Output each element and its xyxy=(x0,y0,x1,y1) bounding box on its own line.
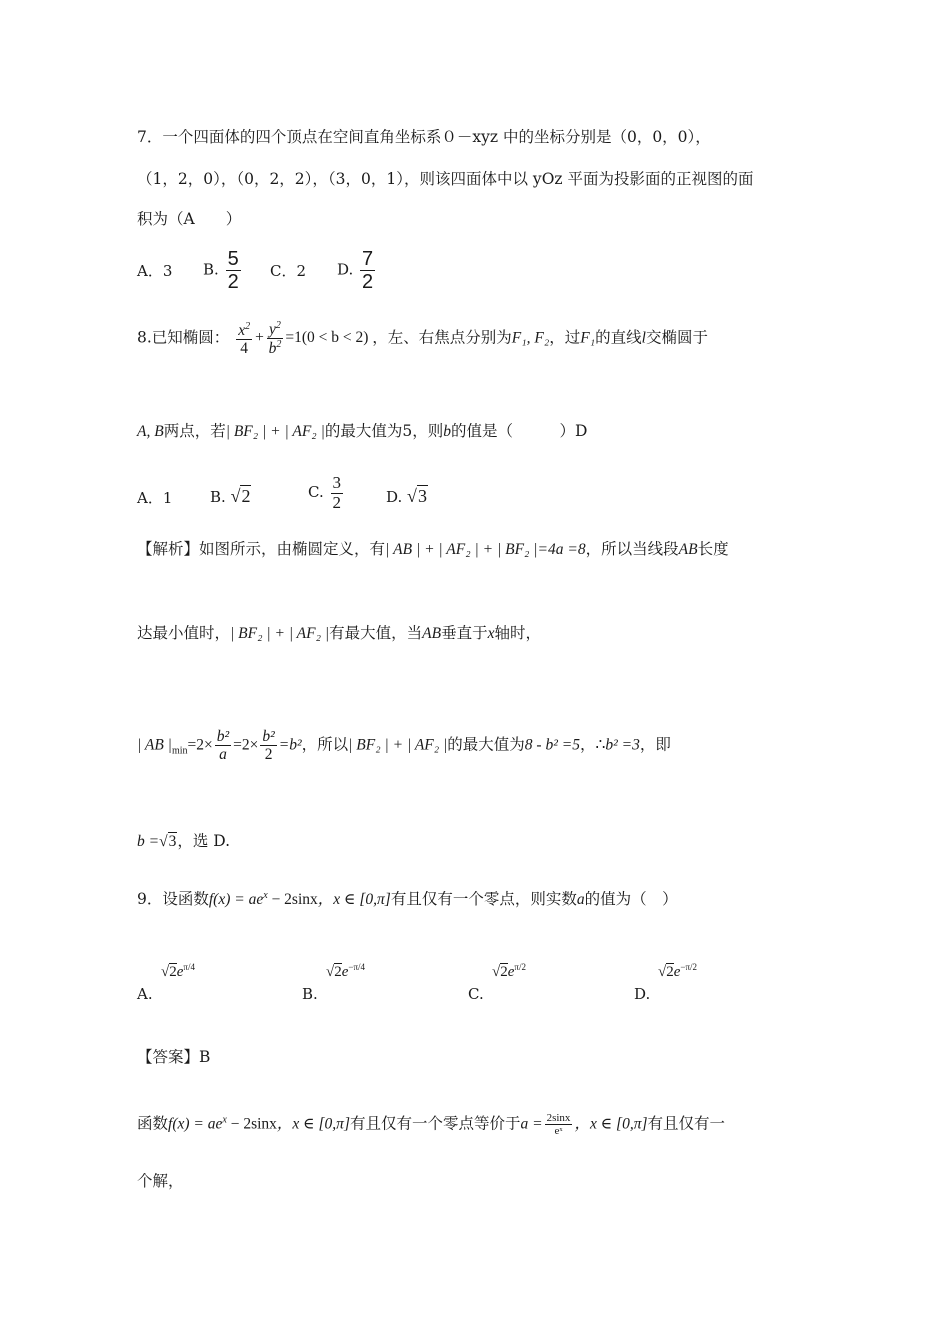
q9-a: a xyxy=(576,891,585,909)
sol8-head: 【解析】如图所示，由椭圆定义，有 xyxy=(137,540,386,558)
sol8-eqB: =2× xyxy=(233,736,259,754)
q8-points-ab: A, B xyxy=(137,423,164,440)
ans9-fraction: $\frac{2\sin x}{\text{eˣ}}$ xyxy=(546,1112,571,1138)
q9-option-c-expr: $√2e^{\pi/2}$ xyxy=(492,962,526,980)
sol8-t3: 达最小值时， xyxy=(137,624,231,642)
sol8-expr2: | BF₂ | + | AF₂ | xyxy=(348,736,448,754)
sol8-line3 xyxy=(137,728,671,763)
sol8-bval: b = xyxy=(137,833,160,850)
ans9-line1 xyxy=(137,1112,725,1137)
q8-b: b xyxy=(443,423,451,440)
sol8-eqD: 8 - b² =5 xyxy=(524,736,580,754)
q7-option-d-label: D. xyxy=(337,260,354,279)
sol8-t11: ，选 D. xyxy=(177,832,231,850)
sol8-line2 xyxy=(137,624,541,644)
ans9-t3: 有且仅有一 xyxy=(647,1114,726,1133)
ans9-domain2: ，x ∈ [0,π] xyxy=(574,1115,648,1133)
q7-option-b xyxy=(203,248,243,293)
q7-option-d-den: 2 xyxy=(362,271,374,293)
sol8-expr: | BF₂ | + | AF₂ | xyxy=(230,625,330,642)
q8-x2-over-4: $\frac{x^2}{4}$ xyxy=(238,320,251,357)
q7-option-b-num: 5 xyxy=(227,248,239,270)
sol8-ab: AB xyxy=(678,541,698,558)
sol8-ab2: AB xyxy=(422,625,442,642)
q7-line1: 7．一个四面体的四个顶点在空间直角坐标系０－xyz 中的坐标分别是（0，0，0）， xyxy=(137,128,711,146)
q9-option-d: D. xyxy=(634,985,651,1003)
q8-option-b xyxy=(210,486,251,507)
q8-text3: 的直线 xyxy=(595,328,642,347)
sol8-eqC: =b² xyxy=(278,736,302,754)
sol8-t8: 的最大值为 xyxy=(447,735,525,754)
q7-line3: 积为（A ） xyxy=(137,210,242,228)
q8-line-l: l xyxy=(641,329,646,347)
sol8-sqrt3: √3 xyxy=(159,833,177,850)
q9-head: 9．设函数 xyxy=(137,890,209,909)
q7-option-d-fraction xyxy=(360,248,375,293)
sol8-t7: ，所以 xyxy=(301,735,349,754)
q8-intro: 8.已知椭圆： xyxy=(137,328,230,347)
ans9-t1: 函数 xyxy=(137,1114,169,1133)
q8-eq-rest: =1(0 < b < 2) xyxy=(285,329,369,347)
q7-option-b-label: B. xyxy=(203,260,219,279)
q9-option-b: B. xyxy=(302,985,318,1003)
sol8-eqE: b² =3 xyxy=(605,736,640,754)
sol8-t2: 长度 xyxy=(697,540,729,558)
q9-func: f(x) = ae xyxy=(208,891,264,909)
q8-text5: 两点，若 xyxy=(163,422,226,440)
q8-text4: 交椭圆于 xyxy=(645,328,708,347)
q8-text6: 的最大值为5，则 xyxy=(324,422,444,440)
sol8-eqA: =2× xyxy=(187,736,213,754)
q8-foci: F₁, F₂ xyxy=(511,329,550,347)
q8-option-c-fraction: $\frac{3}{2}$ xyxy=(332,473,341,512)
ans9-a-eq: a = xyxy=(520,1115,543,1133)
ans9-domain: ，x ∈ [0,π] xyxy=(276,1115,350,1133)
q9-line1 xyxy=(137,890,678,910)
ans9-head: 【答案】B xyxy=(137,1048,211,1066)
sol8-t5: 垂直于 xyxy=(441,624,488,642)
sol8-t6: 轴时， xyxy=(494,624,542,642)
q8-line1 xyxy=(137,320,708,357)
q9-t1: 有且仅有一个零点，则实数 xyxy=(390,890,577,909)
sol8-t4: 有最大值，当 xyxy=(329,624,423,642)
q7-option-b-fraction xyxy=(226,248,241,293)
q9-option-d-expr: $√2e^{-\pi/2}$ xyxy=(658,962,698,980)
q8-option-a: A．1 xyxy=(137,489,173,507)
q8-option-b-label: B. xyxy=(210,488,226,506)
q8-f1: F₁ xyxy=(580,329,596,347)
q8-option-b-sqrt: √2 xyxy=(230,486,251,506)
q7-option-d xyxy=(337,248,377,293)
q7-option-b-den: 2 xyxy=(227,271,239,293)
sol8-frac-b2-2: $\frac{\text{b²}}{2}$ xyxy=(262,728,275,764)
sol8-frac-b2-a: $\frac{\text{b²}}{a}$ xyxy=(216,728,230,764)
q8-y2-over-b2: $\frac{y^2}{b^2}$ xyxy=(268,320,282,358)
q9-option-a-expr: $√2e^{\pi/4}$ xyxy=(161,962,195,980)
q9-func2: − 2sinx xyxy=(267,891,318,909)
q8-option-d xyxy=(386,486,428,507)
q8-text7: 的值是（ ）D xyxy=(450,422,588,440)
sol8-t1: ，所以当线段 xyxy=(585,540,679,558)
q8-option-c-label: C. xyxy=(308,483,324,502)
ans9-func2: − 2sinx xyxy=(226,1115,277,1133)
q8-text2: ，过 xyxy=(549,328,581,347)
sol8-line1 xyxy=(137,540,729,560)
q9-t2: 的值为（ ） xyxy=(584,890,678,909)
sol8-therefore: ∴ xyxy=(595,736,606,754)
sol8-t10: ，即 xyxy=(639,735,671,754)
ans9-func: f(x) = ae xyxy=(168,1115,223,1133)
q7-option-c: C．2 xyxy=(270,262,307,280)
q8-expr: | BF₂ | + | AF₂ | xyxy=(225,423,325,440)
sol8-t9: ， xyxy=(579,735,596,754)
ans9-func-exp: x xyxy=(222,1114,227,1126)
sol8-min: min xyxy=(171,745,188,757)
q9-option-a: A. xyxy=(137,985,153,1003)
q8-ellipse-equation: $\frac{x^2}{4}$ + $\frac{y^2}{b^2}$ =1(0 < b < 2) xyxy=(238,320,369,358)
q7-option-a: A．3 xyxy=(137,262,173,280)
q9-func-exp: x xyxy=(263,890,268,901)
q8-text1: ，左、右焦点分别为 xyxy=(372,328,512,347)
sol8-line4 xyxy=(137,832,230,852)
q9-option-b-expr: $√2e^{-\pi/4}$ xyxy=(326,962,366,980)
sol8-x: x xyxy=(487,625,495,642)
sol8-abmin: | AB | xyxy=(137,736,172,754)
q8-option-c xyxy=(308,474,345,512)
q8-line2 xyxy=(137,422,587,442)
q9-option-c: C. xyxy=(468,985,484,1003)
q8-option-d-label: D. xyxy=(386,488,403,506)
q9-domain: ，x ∈ [0,π] xyxy=(317,891,391,909)
ans9-t2: 有且仅有一个零点等价于 xyxy=(349,1114,521,1133)
ans9-line2: 个解， xyxy=(137,1172,184,1190)
q7-option-d-num: 7 xyxy=(362,248,374,270)
q8-option-d-sqrt: √3 xyxy=(407,486,427,506)
sol8-eq1: | AB | + | AF₂ | + | BF₂ |=4a =8 xyxy=(385,541,586,558)
q7-line2: （1，2，0），（0，2，2），（3，0，1），则该四面体中以 yOz 平面为投影面的正视图的面 xyxy=(137,170,754,188)
